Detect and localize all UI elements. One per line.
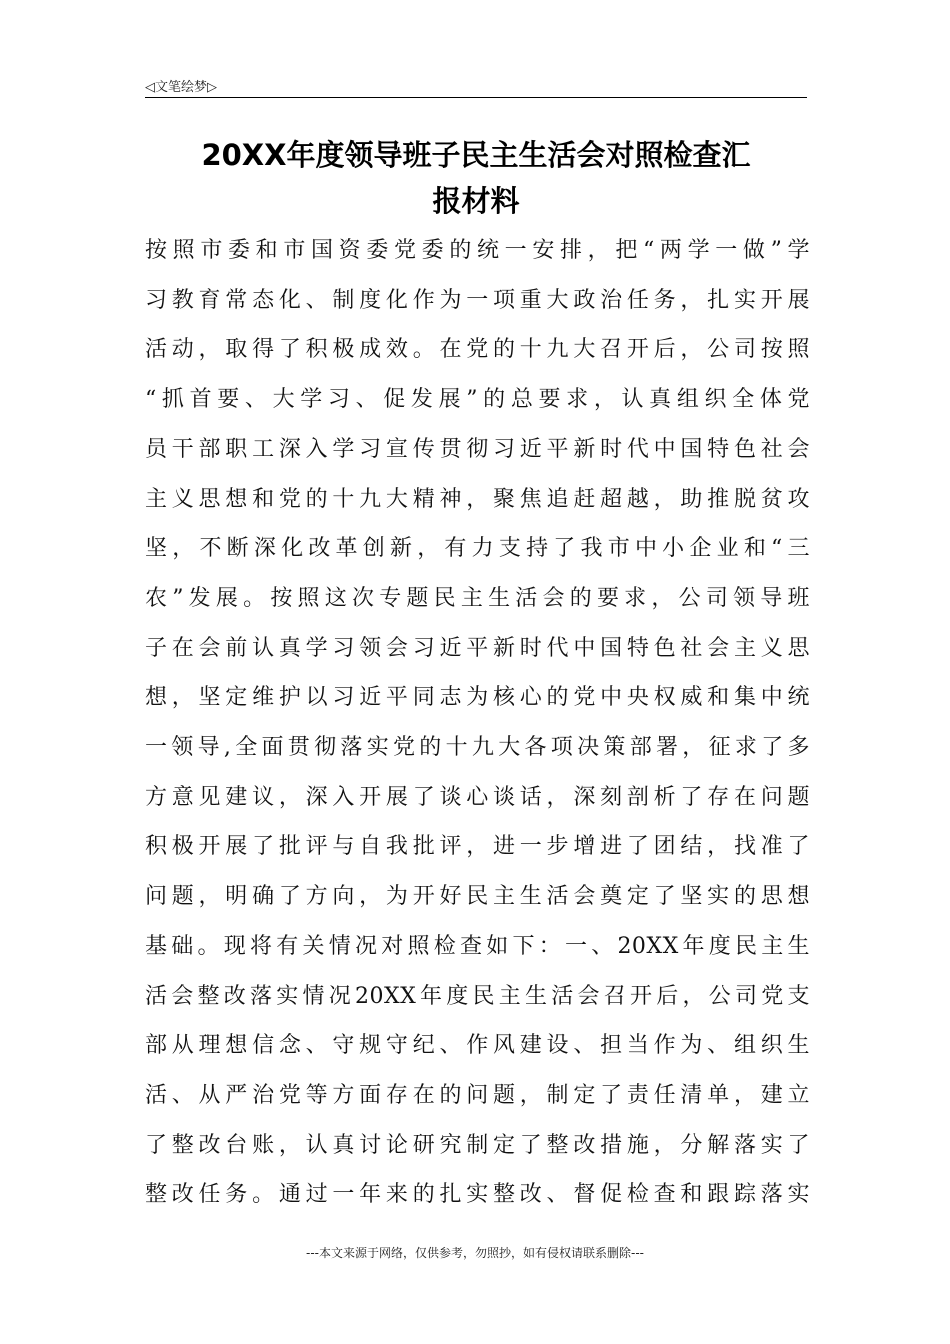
header-label: ◁文笔绘梦▷ [145,80,217,95]
body-line: 农”发展。按照这次专题民主生活会的要求，公司领导班 [145,585,810,611]
title-line: 20XX年度领导班子民主生活会对照检查汇 [201,138,751,172]
body-line: 活动，取得了积极成效。在党的十九大召开后，公司按照 [145,337,810,363]
body-line: 习教育常态化、制度化作为一项重大政治任务，扎实开展 [145,287,810,313]
title-line: 报材料 [432,184,520,218]
footer-disclaimer: ---本文来源于网络，仅供参考，勿照抄，如有侵权请联系删除--- [306,1246,644,1260]
body-line: 员干部职工深入学习宣传贯彻习近平新时代中国特色社会 [145,436,810,462]
body-line: 子在会前认真学习领会习近平新时代中国特色社会主义思 [145,635,810,661]
body-line: 积极开展了批评与自我批评，进一步增进了团结，找准了 [145,834,810,860]
body-line: 问题，明确了方向，为开好民主生活会奠定了坚实的思想 [145,884,810,910]
body-line: 基础。现将有关情况对照检查如下：一、20XX年度民主生 [145,933,810,959]
body-line: 整改任务。通过一年来的扎实整改、督促检查和跟踪落实 [145,1182,810,1208]
body-line: 主义思想和党的十九大精神，聚焦追赶超越，助推脱贫攻 [145,486,810,512]
body-line: 想，坚定维护以习近平同志为核心的党中央权威和集中统 [145,685,810,711]
body-line: 坚，不断深化改革创新，有力支持了我市中小企业和“三 [145,536,810,562]
body-line: 一领导,全面贯彻落实党的十九大各项决策部署，征求了多 [145,735,810,761]
body-line: “抓首要、大学习、促发展”的总要求，认真组织全体党 [145,387,810,413]
body-line: 活会整改落实情况20XX年度民主生活会召开后，公司党支 [145,983,810,1009]
body-line: 按照市委和市国资委党委的统一安排，把“两学一做”学 [145,238,810,263]
body-line: 了整改台账，认真讨论研究制定了整改措施，分解落实了 [145,1132,810,1158]
body-line: 部从理想信念、守规守纪、作风建设、担当作为、组织生 [145,1033,810,1059]
body-paragraph [145,226,810,1220]
header-divider [145,97,807,98]
body-line: 方意见建议，深入开展了谈心谈话，深刻剖析了存在问题 [145,784,810,810]
body-line: 活、从严治党等方面存在的问题，制定了责任清单，建立 [145,1082,810,1108]
document-title [145,132,807,224]
